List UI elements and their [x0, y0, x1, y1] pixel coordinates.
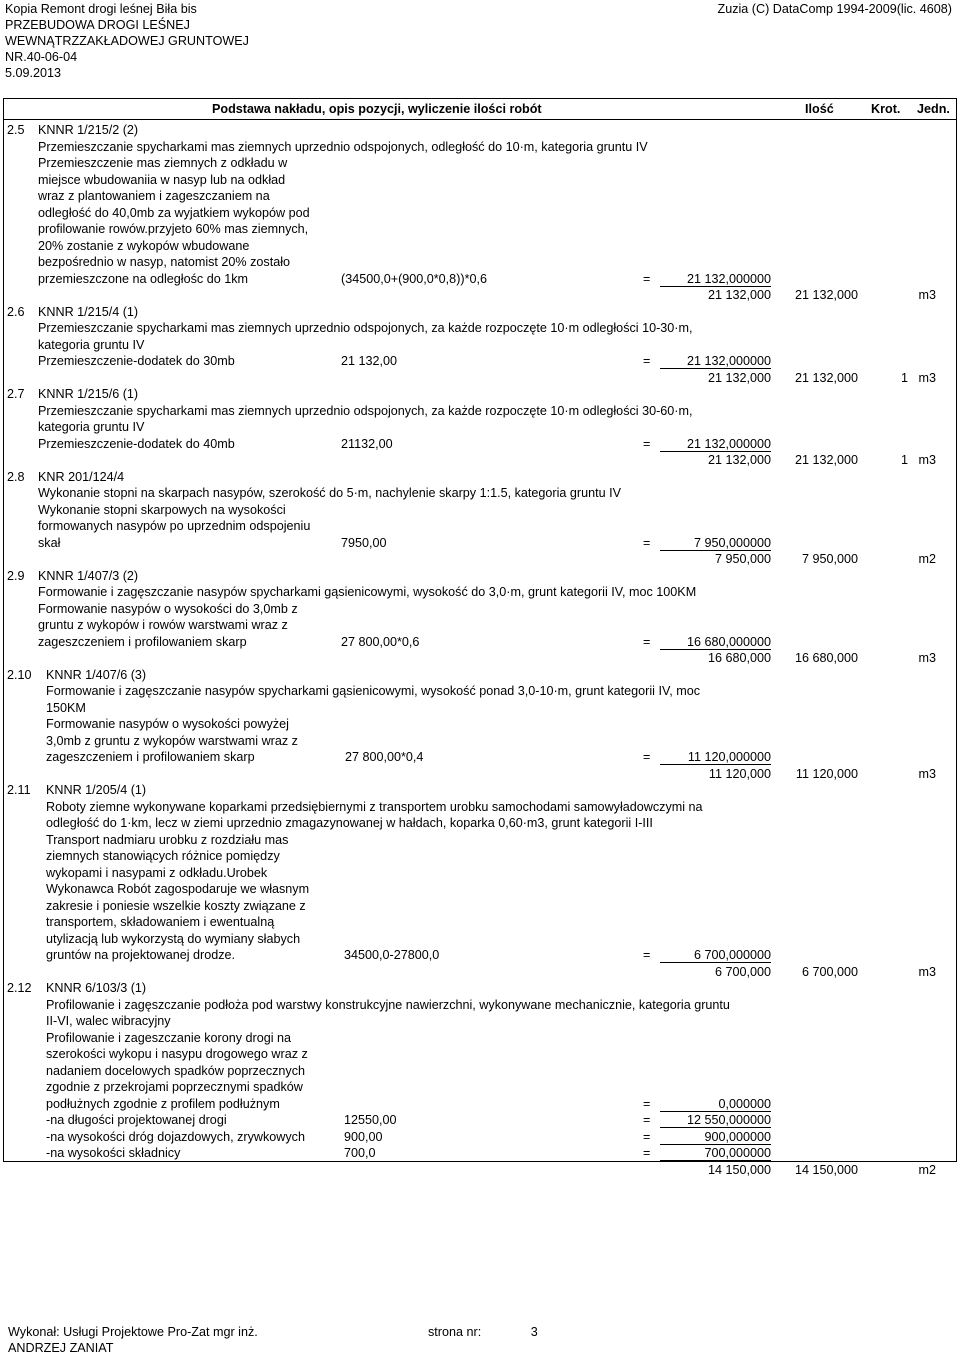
- calc-label: Przemieszczenie-dodatek do 30mb: [38, 354, 235, 368]
- calc-equals: =: [643, 354, 651, 368]
- software-license: Zuzia (C) DataComp 1994-2009(lic. 4608): [717, 2, 952, 16]
- item-subtotal: 21 132,000: [707, 288, 771, 302]
- calc-equals: =: [643, 1146, 651, 1160]
- footer-author: [8, 1324, 258, 1356]
- item-title: Przemieszczanie spycharkami mas ziemnych uprzednio odspojonych, za każde rozpoczęte 10·m odległości 10-30·m,: [38, 321, 693, 335]
- calc-expression: 700,0: [344, 1146, 376, 1160]
- calc-expression: (34500,0+(900,0*0,8))*0,6: [341, 271, 487, 286]
- item-number: 2.7: [7, 387, 25, 401]
- calc-value: 11 120,000000: [687, 750, 771, 764]
- item-subtotal: 14 150,000: [707, 1162, 771, 1177]
- item-subtotal: 7 950,000: [714, 552, 771, 566]
- item-description: miejsce wbudowaniia w nasyp lub na odkład: [38, 172, 286, 187]
- item-subtotal: 21 132,000: [707, 453, 771, 467]
- item-description: wraz z plantowaniem i zageszczaniem na: [38, 189, 270, 203]
- item-description: 3,0mb z gruntu z wykopów warstwami wraz z: [46, 733, 298, 748]
- item-code: KNNR 1/215/2 (2): [38, 123, 139, 137]
- item-title: odległość do 1·km, lecz w ziemi uprzednio zmagazynowanej w hałdach, koparka 0,60·m3, grunt kategorii I-III: [46, 816, 653, 830]
- footer-author-line: Wykonał: Usługi Projektowe Pro-Zat mgr inż.: [8, 1325, 258, 1339]
- item-number: 2.5: [7, 123, 25, 137]
- item-title: II-VI, walec wibracyjny: [46, 1014, 171, 1028]
- item-title: Roboty ziemne wykonywane koparkami przedsiębiernymi z transportem urobku samochodami samowyładowczymi na: [46, 799, 703, 814]
- item-code: KNNR 1/407/3 (2): [38, 568, 139, 583]
- item-code: KNNR 1/205/4 (1): [46, 783, 147, 797]
- calc-equals: =: [643, 750, 651, 764]
- calc-value: 6 700,000000: [693, 948, 771, 962]
- item-number: 2.9: [7, 568, 25, 583]
- item-code: KNR 201/124/4: [38, 469, 125, 484]
- item-description: utylizacją lub wykorzystą do wymiany słabych: [46, 931, 301, 946]
- item-quantity: 21 132,000: [794, 370, 858, 385]
- item-description: 20% zostanie z wykopów wbudowane: [38, 238, 250, 253]
- item-number: 2.12: [7, 981, 32, 995]
- item-unit: m3: [918, 766, 936, 781]
- column-header-unit: Jedn.: [917, 102, 950, 116]
- item-unit: m3: [918, 453, 936, 467]
- calc-expression: 21132,00: [341, 436, 393, 451]
- calc-label: Przemieszczenie-dodatek do 40mb: [38, 436, 235, 451]
- item-title: Przemieszczanie spycharkami mas ziemnych uprzednio odspojonych, odległość do 10·m, kategoria gruntu IV: [38, 139, 648, 154]
- calc-label: -na długości projektowanej drogi: [46, 1113, 227, 1127]
- calc-value: 7 950,000000: [693, 535, 771, 550]
- footer-author-line: ANDRZEJ ZANIAT: [8, 1341, 114, 1355]
- calc-value: 21 132,000000: [686, 354, 771, 368]
- item-title: Formowanie i zagęszczanie nasypów spycharkami gąsienicowymi, wysokość ponad 3,0-10·m, grunt kategorii IV, moc: [46, 684, 701, 698]
- item-subtotal: 11 120,000: [708, 766, 771, 781]
- item-description: zakresie i poniesie wszelkie koszty związane z: [46, 898, 306, 913]
- item-description: nadaniem docelowych spadków poprzecznych: [46, 1063, 306, 1078]
- item-unit: m3: [918, 651, 936, 665]
- item-number: 2.8: [7, 469, 25, 484]
- calc-label: zageszczeniem i profilowaniem skarp: [38, 634, 247, 649]
- item-description: odległość do 40,0mb za wyjatkiem wykopów pod: [38, 205, 310, 220]
- item-quantity: 21 132,000: [794, 453, 858, 467]
- calc-expression: 7950,00: [341, 535, 387, 550]
- item-quantity: 21 132,000: [794, 288, 858, 302]
- item-description: szerokości wykopu i nasypu drogowego wraz z: [46, 1047, 308, 1061]
- page-number: [428, 1324, 538, 1340]
- item-title: kategoria gruntu IV: [38, 337, 145, 352]
- page-label: strona nr:: [428, 1325, 482, 1339]
- item-description: Transport nadmiaru urobku z rozdziału mas: [46, 832, 289, 847]
- item-number: 2.10: [7, 667, 32, 682]
- item-number: 2.11: [7, 783, 31, 797]
- calc-value: 16 680,000000: [686, 634, 771, 649]
- item-description: Wykonawca Robót zagospodaruje we własnym: [46, 882, 310, 896]
- header-line: PRZEBUDOWA DROGI LEŚNEJ: [5, 18, 190, 32]
- item-quantity: 7 950,000: [801, 552, 858, 566]
- item-quantity: 6 700,000: [801, 964, 858, 979]
- item-quantity: 11 120,000: [795, 766, 858, 781]
- item-title: Profilowanie i zagęszczanie podłoża pod warstwy konstrukcyjne nawierzchni, wykonywane mechanicznie, kategoria gruntu: [46, 997, 730, 1012]
- page-number-value: 3: [530, 1325, 538, 1339]
- calc-label: przemieszczone na odległośc do 1km: [38, 271, 249, 286]
- calc-expression: 12550,00: [344, 1113, 397, 1127]
- item-description: Formowanie nasypów o wysokości do 3,0mb z: [38, 601, 298, 616]
- item-quantity: 14 150,000: [794, 1162, 858, 1177]
- calc-value: 0,000000: [718, 1096, 771, 1111]
- header-line: WEWNĄTRZZAKŁADOWEJ GRUNTOWEJ: [5, 34, 249, 48]
- item-description: wykopami i nasypami z odkładu.Urobek: [46, 865, 268, 880]
- item-code: KNNR 1/215/6 (1): [38, 387, 139, 401]
- item-title: Wykonanie stopni na skarpach nasypów, szerokość do 5·m, nachylenie skarpy 1:1.5, kategoria gruntu IV: [38, 486, 622, 500]
- item-description: Profilowanie i zageszczanie korony drogi na: [46, 1030, 292, 1045]
- column-header-quantity: Ilość: [805, 102, 834, 116]
- calc-equals: =: [643, 535, 651, 550]
- calc-value: 12 550,000000: [686, 1113, 771, 1127]
- calc-expression: 27 800,00*0,4: [345, 750, 424, 764]
- calc-label: skał: [38, 535, 61, 550]
- calc-equals: =: [643, 1129, 651, 1144]
- item-description: bezpośrednio w nasyp, natomist 20% zostało: [38, 255, 291, 269]
- calc-label: gruntów na projektowanej drodze.: [46, 948, 236, 962]
- item-description: formowanych nasypów po uprzednim odspojeniu: [38, 519, 311, 533]
- calc-equals: =: [643, 436, 651, 451]
- header-line: Kopia Remont drogi leśnej Biła bis: [5, 2, 197, 16]
- item-subtotal: 21 132,000: [707, 370, 771, 385]
- calc-value: 21 132,000000: [686, 271, 771, 286]
- item-krot: 1: [900, 370, 908, 385]
- calc-value: 700,000000: [704, 1146, 771, 1160]
- item-description: gruntu z wykopów i rowów warstwami wraz z: [38, 618, 288, 632]
- calc-label: zageszczeniem i profilowaniem skarp: [46, 750, 255, 764]
- document-header: [5, 1, 249, 81]
- item-unit: m2: [918, 552, 936, 566]
- item-unit: m3: [918, 370, 936, 385]
- calc-equals: =: [643, 271, 651, 286]
- header-line: NR.40-06-04: [5, 50, 78, 64]
- item-description: zgodnie z przekrojami poprzecznymi spadków: [46, 1080, 303, 1094]
- item-title: kategoria gruntu IV: [38, 420, 145, 434]
- item-title: Formowanie i zagęszczanie nasypów spycharkami gąsienicowymi, wysokość do 3,0·m, grunt kategorii IV, moc 100KM: [38, 585, 697, 599]
- calc-value: 900,000000: [704, 1129, 771, 1144]
- item-subtotal: 6 700,000: [714, 964, 771, 979]
- item-description: Wykonanie stopni skarpowych na wysokości: [38, 502, 286, 517]
- calc-expression: 900,00: [344, 1129, 383, 1144]
- item-unit: m3: [918, 288, 936, 302]
- calc-equals: =: [643, 948, 651, 962]
- calc-expression: 34500,0-27800,0: [344, 948, 440, 962]
- calc-expression: 27 800,00*0,6: [341, 634, 420, 649]
- calc-label: -na wysokości składnicy: [46, 1146, 181, 1160]
- item-code: KNNR 6/103/3 (1): [46, 981, 147, 995]
- item-unit: m2: [918, 1162, 936, 1177]
- item-quantity: 16 680,000: [794, 651, 858, 665]
- calc-value: 21 132,000000: [686, 436, 771, 451]
- item-description: transportem, składowaniem i ewentualną: [46, 915, 275, 929]
- item-code: KNNR 1/407/6 (3): [46, 667, 147, 682]
- column-header-description: Podstawa nakładu, opis pozycji, wyliczenie ilości robót: [212, 102, 542, 116]
- item-title: 150KM: [46, 700, 86, 715]
- column-header-krot: Krot.: [871, 102, 901, 116]
- calc-equals: =: [643, 1113, 651, 1127]
- item-description: ziemnych stanowiących różnice pomiędzy: [46, 849, 280, 863]
- calc-expression: 21 132,00: [341, 354, 398, 368]
- header-line: 5.09.2013: [5, 66, 62, 80]
- calc-equals: =: [643, 1096, 651, 1111]
- item-unit: m3: [918, 964, 936, 979]
- header-divider: [3, 119, 957, 120]
- item-krot: 1: [900, 453, 908, 467]
- item-code: KNNR 1/215/4 (1): [38, 304, 139, 319]
- item-subtotal: 16 680,000: [707, 651, 771, 665]
- calc-label: podłużnych zgodnie z profilem podłużnym: [46, 1096, 280, 1111]
- item-description: Przemieszczenie mas ziemnych z odkładu w: [38, 156, 288, 170]
- item-description: profilowanie rowów.przyjeto 60% mas ziemnych,: [38, 222, 309, 236]
- item-number: 2.6: [7, 304, 25, 319]
- item-description: Formowanie nasypów o wysokości powyżej: [46, 717, 289, 731]
- calc-label: -na wysokości dróg dojazdowych, zrywkowych: [46, 1129, 305, 1144]
- item-title: Przemieszczanie spycharkami mas ziemnych uprzednio odspojonych, za każde rozpoczęte 10·m odległości 30-60·m,: [38, 403, 693, 418]
- calc-equals: =: [643, 634, 651, 649]
